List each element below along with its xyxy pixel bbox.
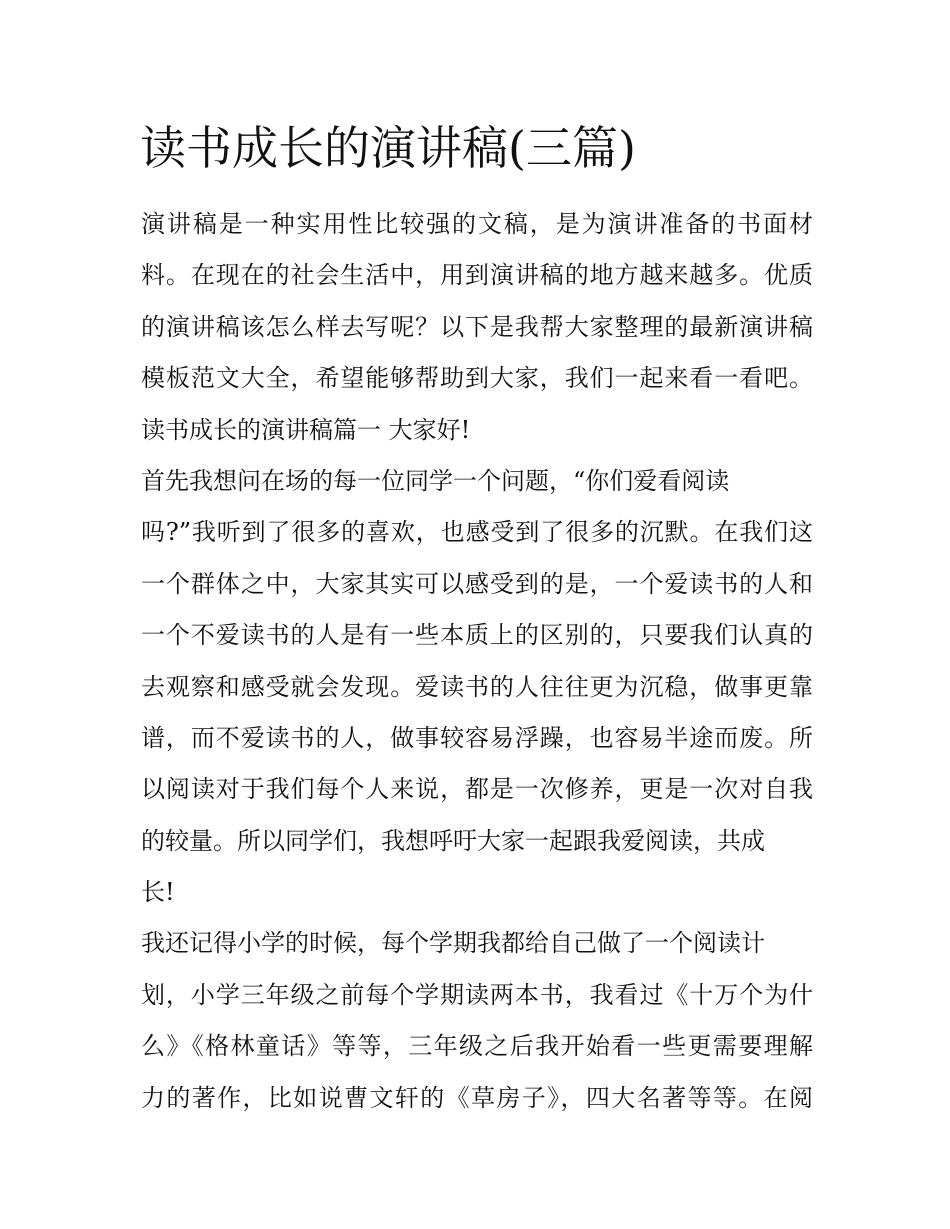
paragraph-line: 模板范文大全，希望能够帮助到大家，我们一起来看一看吧。 [141,364,813,393]
paragraph-line: 谱，而不爱读书的人，做事较容易浮躁，也容易半途而废。所 [141,723,813,752]
paragraph-line: 的较量。所以同学们，我想呼吁大家一起跟我爱阅读，共成 [141,826,765,855]
paragraph-line: 长! [141,878,175,907]
paragraph-line: 一个群体之中，大家其实可以感受到的是，一个爱读书的人和 [141,569,813,598]
document-title: 读书成长的演讲稿(三篇) [140,121,636,175]
paragraph-line: 么》《格林童话》等等，三年级之后我开始看一些更需要理解 [141,1032,813,1061]
paragraph-line: 吗?”我听到了很多的喜欢，也感受到了很多的沉默。在我们这 [141,518,813,547]
paragraph-line: 读书成长的演讲稿篇一 大家好! [141,415,471,444]
paragraph-line: 去观察和感受就会发现。爱读书的人往往更为沉稳，做事更靠 [141,672,813,701]
paragraph-line: 首先我想问在场的每一位同学一个问题，“你们爱看阅读 [141,466,730,495]
paragraph-line: 划，小学三年级之前每个学期读两本书，我看过《十万个为什 [141,980,813,1009]
document-body [141,199,813,1124]
paragraph-line: 料。在现在的社会生活中，用到演讲稿的地方越来越多。优质 [141,261,813,290]
paragraph-line: 力的著作，比如说曹文轩的《草房子》，四大名著等等。在阅 [141,1083,813,1112]
paragraph-line: 以阅读对于我们每个人来说，都是一次修养，更是一次对自我 [141,775,813,804]
paragraph-line: 我还记得小学的时候，每个学期我都给自己做了一个阅读计 [141,929,765,958]
paragraph-line: 一个不爱读书的人是有一些本质上的区别的，只要我们认真的 [141,621,813,650]
paragraph-line: 的演讲稿该怎么样去写呢？以下是我帮大家整理的最新演讲稿 [141,312,813,341]
paragraph-line: 演讲稿是一种实用性比较强的文稿，是为演讲准备的书面材 [141,210,813,238]
